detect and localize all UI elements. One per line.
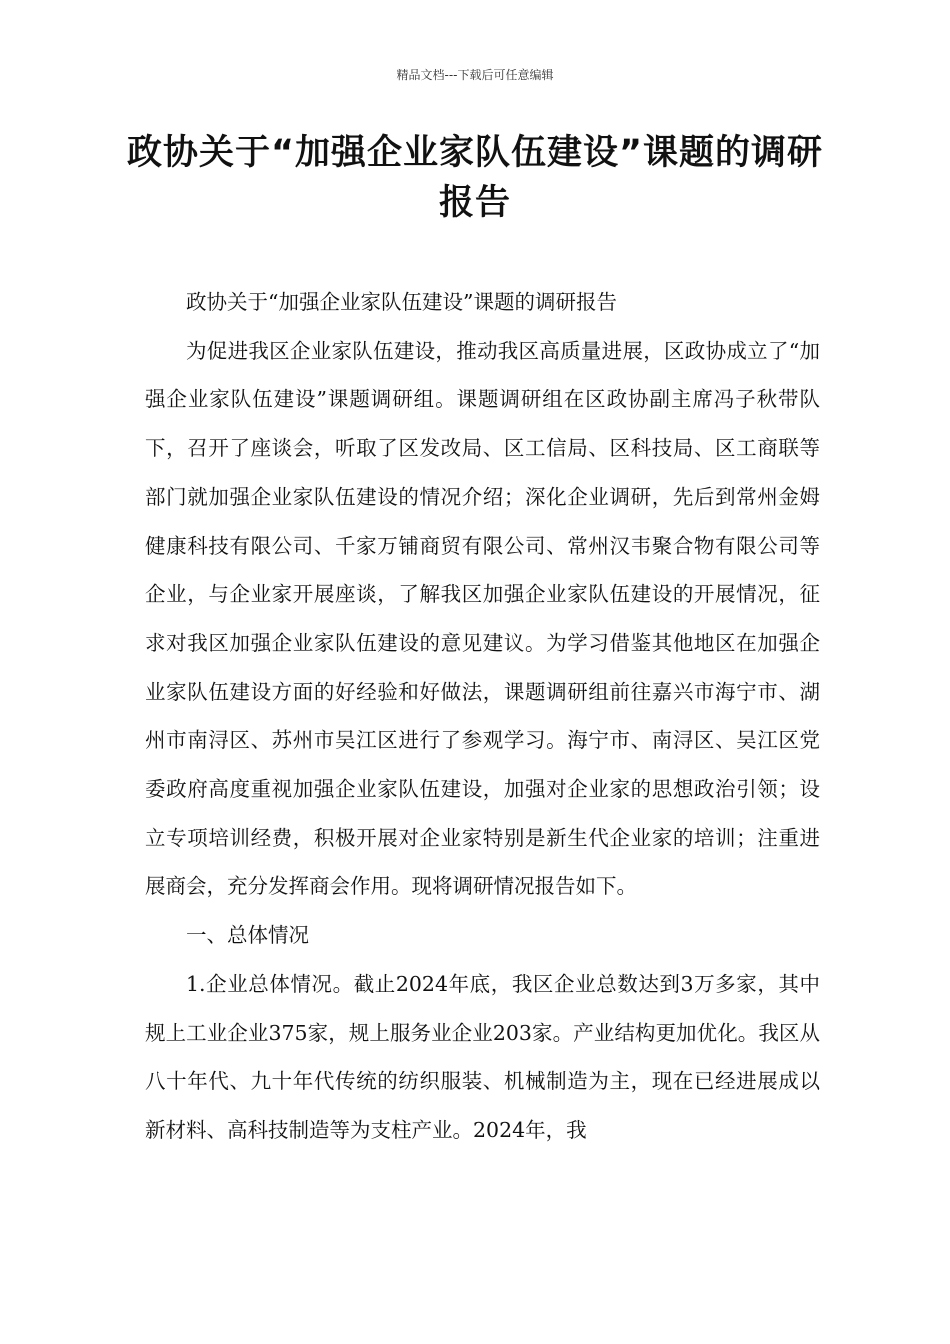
document-title: 政协关于“加强企业家队伍建设”课题的调研报告 <box>126 133 823 223</box>
document-body <box>145 278 820 1155</box>
body-paragraph: 政协关于“加强企业家队伍建设”课题的调研报告 <box>186 290 617 314</box>
body-paragraph: 为促进我区企业家队伍建设，推动我区高质量进展，区政协成立了“加强企业家队伍建设”课题调研组。课题调研组在区政协副主席冯子秋带队下，召开了座谈会，听取了区发改局、区工信局、区科技局、区工商联等部门就加强企业家队伍建设的情况介绍；深化企业调研，先后到常州金姆健康科技有限公司、千家万铺商贸有限公司、常州汉韦聚合物有限公司等企业，与企业家开展座谈，了解我区加强企业家队伍建设的开展情况，征求对我区加强企业家队伍建设的意见建议。为学习借鉴其他地区在加强企业家队伍建设方面的好经验和好做法，课题调研组前往嘉兴市海宁市、湖州市南浔区、苏州市吴江区进行了参观学习。海宁市、南浔区、吴江区党委政府高度重视加强企业家队伍建设，加强对企业家的思想政治引领；设立专项培训经费，积极开展对企业家特别是新生代企业家的培训；注重进展商会，充分发挥商会作用。现将调研情况报告如下。 <box>145 338 820 899</box>
section-heading: 一、总体情况 <box>186 923 309 948</box>
page-header-note: 精品文档---下载后可任意编辑 <box>396 68 554 82</box>
body-paragraph: 1.企业总体情况。截止2024年底，我区企业总数达到3万多家，其中规上工业企业375家，规上服务业企业203家。产业结构更加优化。我区从八十年代、九十年代传统的纺织服装、机械制造为主，现在已经进展成以新材料、高科技制造等为支柱产业。2024年，我 <box>145 971 820 1142</box>
